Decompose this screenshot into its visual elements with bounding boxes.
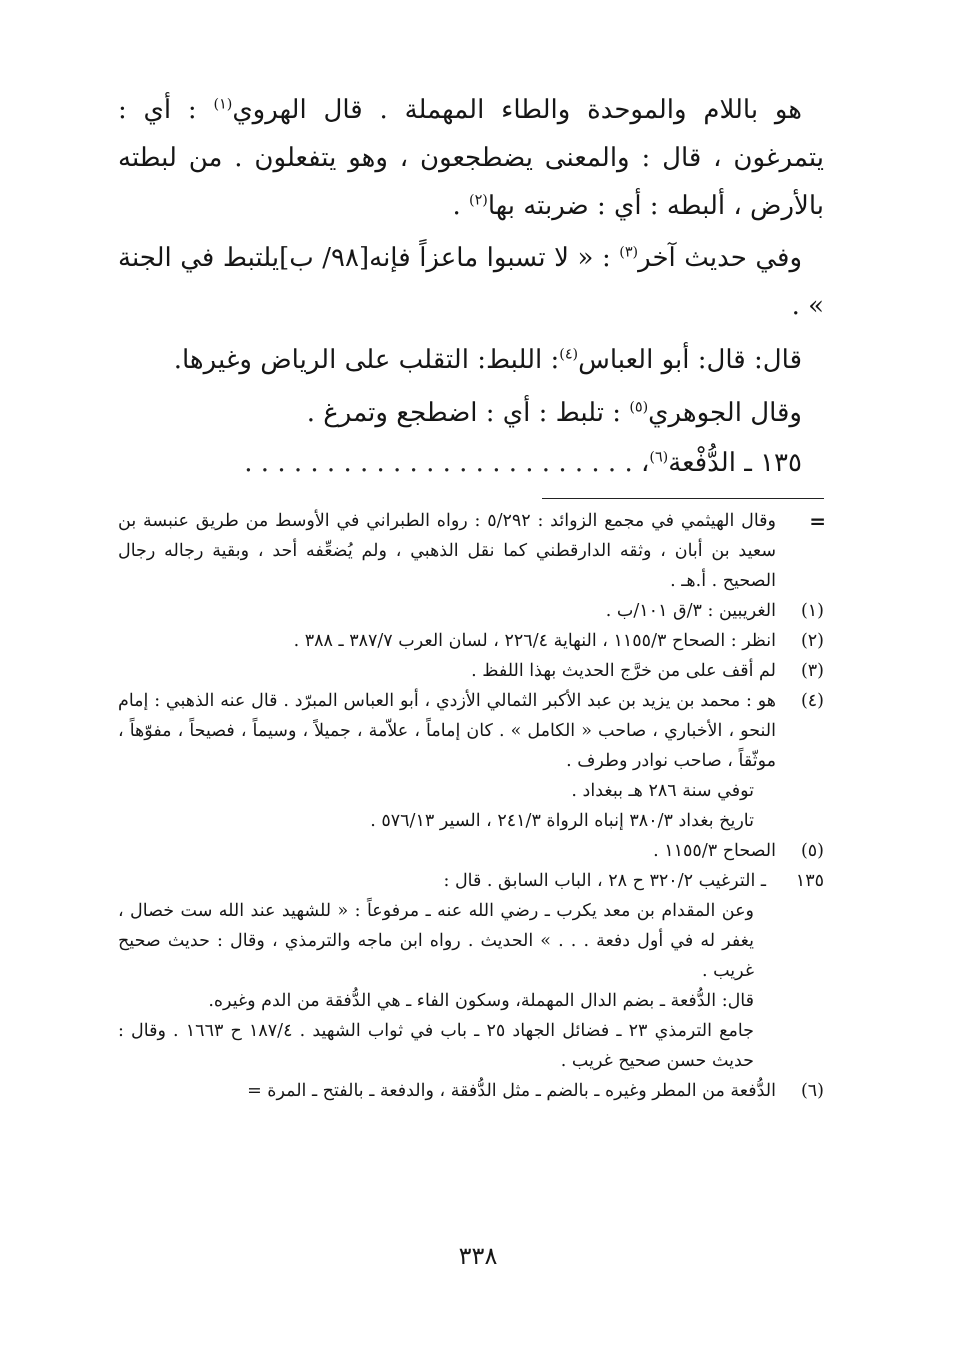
footnote-6-text: الدُّفعة من المطر وغيره ـ بالضم ـ مثل الدُّفقة ، والدفعة ـ بالفتح ـ المرة = [247,1081,776,1101]
paragraph-1-part-c: . [452,191,469,221]
footnote-3-text: لم أقف على من خرَّج الحديث بهذا اللفظ . [471,661,776,681]
footnote-4-death-line: توفي سنة ٢٨٦ هـ ببغداد . [571,781,754,801]
paragraph-2-part-a: وفي حديث آخر [638,243,802,273]
footnote-continuation-text: وقال الهيثمي في مجمع الزوائد : ٥/٢٩٢ : رواه الطبراني في الأوسط من طريق عنبسة بن سعيد بن أبان ، وثقه الدارقطني كما نقل الذهبي ، ولم يُضعِّفه أحد ، وبقية رجاله رجال الصحيح . أ.هـ . [118,511,776,591]
paragraph-2-part-b: : « لا تسبوا ماعزاً فإنه[٩٨/ ب]يلتبط في الجنة » . [118,243,824,321]
footnote-5-text: الصحاح ١١٥٥/٣ . [653,841,776,861]
footnote-5 [118,836,824,866]
footnotes [118,506,824,1106]
footnote-135-reference: جامع الترمذي ٢٣ ـ فضائل الجهاد ٢٥ ـ باب في ثواب الشهيد . ١٨٧/٤ ح ١٦٦٣ . وقال : حديث حسن صحيح غريب . [118,1021,754,1071]
footnote-1-text: الغريبين : ٣/ق ١٠١/ب . [605,601,776,621]
paragraph-4-part-a: وقال الجوهري [648,398,802,428]
footnote-2-text: انظر : الصحاح ١١٥٥/٣ ، النهاية ٢٢٦/٤ ، لسان العرب ٣٨٧/٧ ـ ٣٨٨ . [293,631,776,651]
footnote-5-number: (٥) [800,841,824,861]
footnote-6 [118,1076,824,1106]
footnote-ref-2[interactable]: (٢) [468,192,488,209]
paragraph-2 [118,234,824,330]
footnote-4-text: هو : محمد بن يزيد بن عبد الأكبر الثمالي الأزدي ، أبو العباس المبرّد . قال عنه الذهبي : إمام النحو ، الأخباري ، صاحب « الكامل » . كان إماماً ، علاّمة ، جميلاً ، وسيماً ، فصيحاً ، مفوّهاً ، موثّقاً ، صاحب نوادر وطرف . [118,691,776,771]
paragraph-1-part-b: : أي : يتمرغون ، قال : والمعنى يضطجعون ، وهو يتفعلون . من لبطته بالأرض ، ألبطه : أي : ضربته بها [118,95,824,221]
footnote-ref-5[interactable]: (٥) [629,399,649,416]
footnote-135-explanation: قال: الدُّفعة ـ بضم الدال المهملة، وسكون الفاء ـ هي الدُّفقة من الدم وغيره. [208,991,754,1011]
footnote-135 [118,866,824,896]
paragraph-1 [118,86,824,230]
entry-heading-135 [118,440,824,486]
paragraph-3 [118,334,824,387]
paragraph-4-part-b: : تلبط : أي : اضطجع وتمرغ . [306,398,630,428]
footnote-continuation [118,506,824,596]
continuation-mark: = [809,509,824,533]
entry-comma: ، [640,448,650,478]
main-text [118,86,824,486]
footnote-ref-6[interactable]: (٦) [649,449,669,466]
footnote-3-number: (٣) [800,661,824,681]
footnote-1-number: (١) [800,601,824,621]
paragraph-3-part-a: قال: قال: أبو العباس [578,345,802,375]
footnote-1 [118,596,824,626]
paragraph-4 [118,387,824,440]
footnote-135-spacer [776,896,824,1076]
footnote-135-number: ١٣٥ [795,871,824,891]
page-number: ٣٣٨ [458,1242,498,1270]
paragraph-3-part-b: : اللبط: التقلب على الرياض وغيرها. [173,345,560,375]
footnote-ref-3[interactable]: (٣) [619,244,639,261]
footnote-135-hadith: وعن المقدام بن معد يكرب ـ رضي الله عنه ـ مرفوعاً : « للشهيد عند الله ست خصال ، يغفر له في أول دفعة . . . » الحديث . رواه ابن ماجه والترمذي ، وقال : حديث صحيح غريب . [118,901,754,981]
footnote-6-number: (٦) [800,1081,824,1101]
footnote-4 [118,686,824,836]
footnote-divider [542,498,824,499]
footnote-135-text: ـ الترغيب ٣٢٠/٢ ح ٢٨ ، الباب السابق . قال : [443,871,766,891]
footnote-3 [118,656,824,686]
footnote-4-number: (٤) [800,691,824,711]
footnote-ref-4[interactable]: (٤) [559,346,579,363]
footnote-135-body [118,896,824,1076]
paragraph-1-part-a: هو باللام والموحدة والطاء المهملة . قال الهروي [232,95,802,125]
footnote-2 [118,626,824,656]
footnote-2-number: (٢) [800,631,824,651]
footnote-4-sources-line: تاريخ بغداد ٣٨٠/٣ إنباه الرواة ٢٤١/٣ ، السير ٥٧٦/١٣ . [370,811,754,831]
entry-number: ١٣٥ ـ الدُّفْعة [668,448,802,478]
leader-dots: . . . . . . . . . . . . . . . . . . . . . . . . [244,448,633,478]
footnote-ref-1[interactable]: (١) [213,96,233,113]
